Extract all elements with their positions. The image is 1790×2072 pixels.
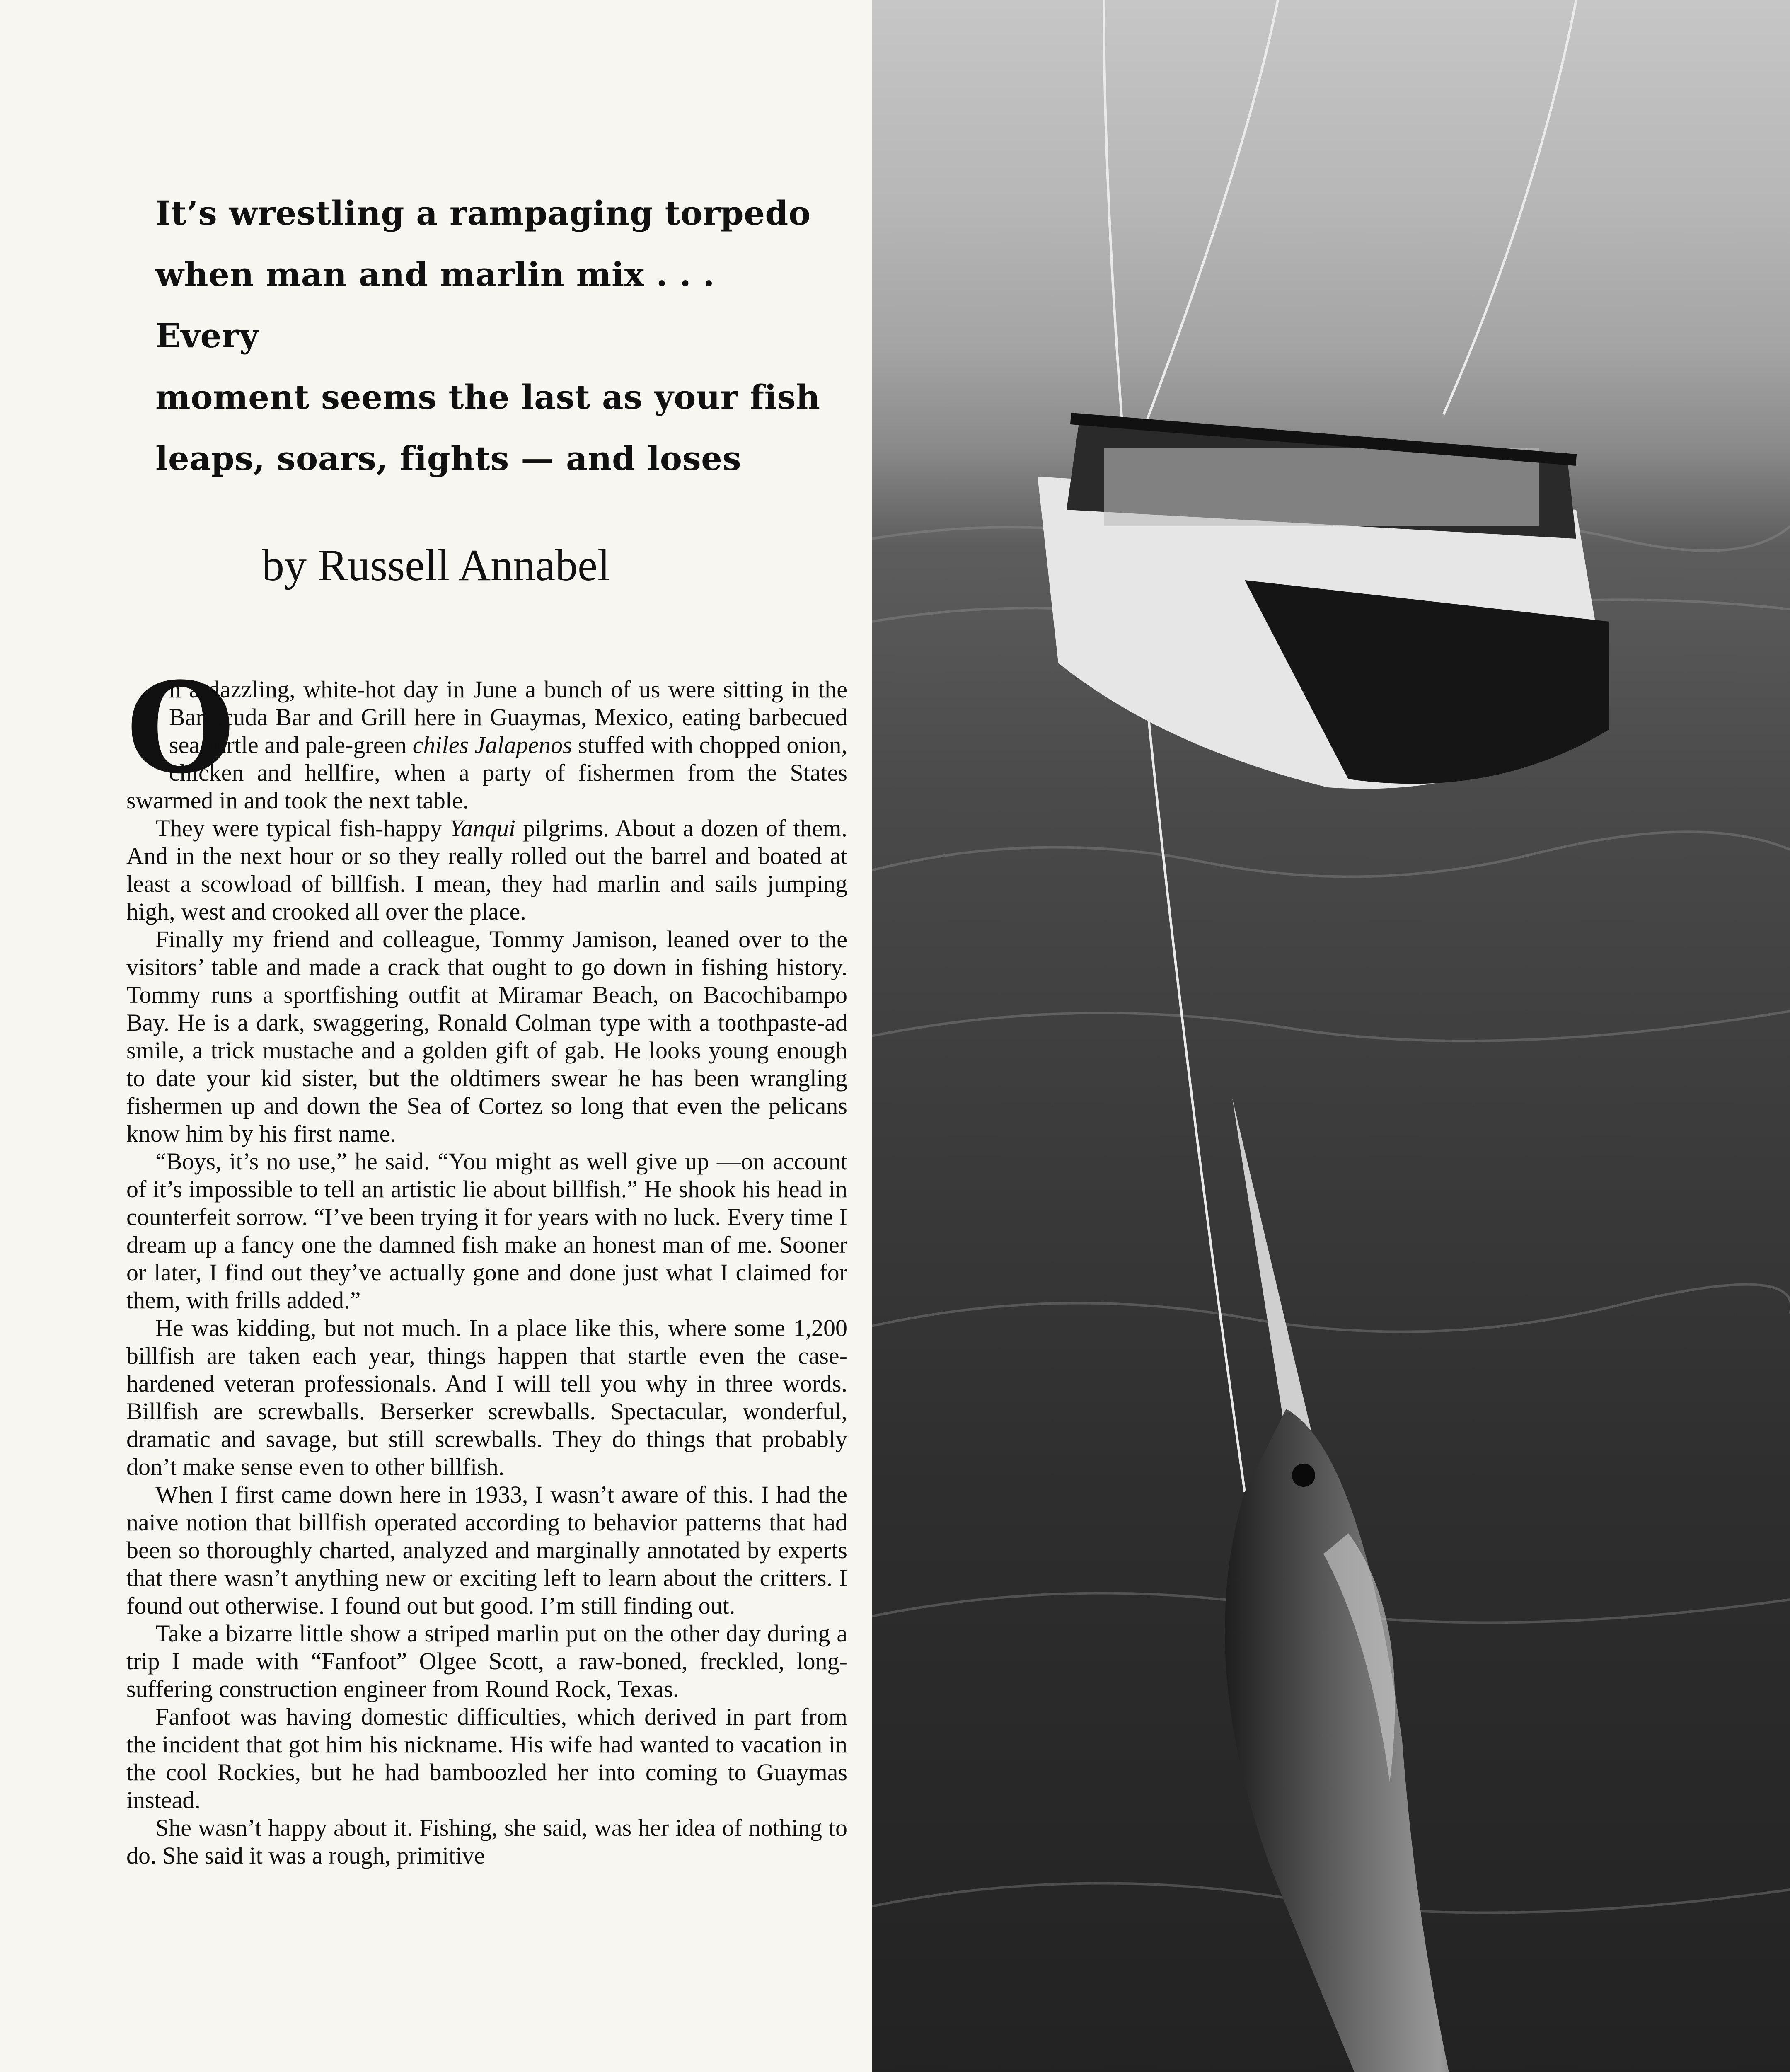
- article-paragraph: Fanfoot was having domestic difficulties, which derived in part from the incident that got him his nickname. His wife had wanted to vacation in the cool Rockies, but he had bamboozled her into coming to Guaymas instead.: [126, 1703, 847, 1813]
- article-text: pilgrims. About a dozen of them. And in the next hour or so they really rolled out the barrel and boated at least a scowload of billfish. I mean, they had marlin and sails jumping high, west and crooked all over the place.: [126, 815, 847, 925]
- article-paragraph: She wasn’t happy about it. Fishing, she said, was her idea of nothing to do. She said it was a rough, primitive: [126, 1814, 847, 1869]
- article-paragraph: When I first came down here in 1933, I wasn’t aware of this. I had the naive notion that billfish operated according to behavior patterns that had been so thoroughly charted, analyzed and marginally annotated by experts that there wasn’t anything new or exciting left to learn about the critters. I found out otherwise. I found out but good. I’m still finding out.: [126, 1481, 847, 1619]
- deck-line: leaps, soars, fights — and loses: [155, 439, 742, 478]
- article-paragraph: [126, 814, 847, 925]
- article-body: [126, 655, 847, 1869]
- article-paragraph: He was kidding, but not much. In a place like this, where some 1,200 billfish are taken each year, things happen that startle even the case-hardened veteran professionals. And I will tell you why in three words. Billfish are screwballs. Berserker screwballs. Spectacular, wonderful, dramatic and savage, but still screwballs. They do things that probably don’t make sense even to other billfish.: [126, 1314, 847, 1480]
- article-italic: Yanqui: [449, 815, 516, 842]
- article-paragraph: Finally my friend and colleague, Tommy Jamison, leaned over to the visitors’ table and made a crack that ought to go down in fishing history. Tommy runs a sportfishing outfit at Miramar Beach, on Bacochibampo Bay. He is a dark, swaggering, Ronald Colman type with a toothpaste-ad smile, a trick mustache and a golden gift of gab. He looks young enough to date your kid sister, but the oldtimers swear he has been wrangling fishermen up and down the Sea of Cortez so long that even the pelicans know him by his first name.: [126, 926, 847, 1147]
- article-italic: chiles Jalapenos: [412, 731, 572, 758]
- article-text: They were typical fish-happy: [155, 815, 450, 842]
- deck-headline: [155, 182, 827, 489]
- sailfish: [1225, 1098, 1531, 2072]
- text-column: [0, 0, 872, 2072]
- deck-line: when man and marlin mix . . . Every: [155, 255, 715, 355]
- photo-illustration: [872, 0, 1790, 2072]
- article-text: stuffed with chopped onion, chicken and hellfire, when a party of fishermen from the States swarmed in and took the next table.: [126, 731, 847, 814]
- boat: [1038, 419, 1609, 789]
- article-paragraph: [126, 655, 847, 814]
- drop-cap: O: [126, 655, 235, 801]
- deck-line: moment seems the last as your fish: [155, 378, 820, 416]
- byline: by Russell Annabel: [262, 541, 610, 590]
- deck-line: It’s wrestling a rampaging torpedo: [155, 194, 811, 232]
- article-paragraph: “Boys, it’s no use,” he said. “You might as well give up —on account of it’s impossible to tell an artistic lie about billfish.” He shook his head in counterfeit sorrow. “I’ve been trying it for years with no luck. Every time I dream up a fancy one the damned fish make an honest man of me. Sooner or later, I find out they’ve actually gone and done just what I claimed for them, with frills added.”: [126, 1148, 847, 1314]
- sailfish-photo: [872, 0, 1790, 2072]
- article-text: n a dazzling, white-hot day in June a bunch of us were sitting in the Barracuda Bar and Grill here in Guaymas, Mexico, eating barbecued sea-turtle and pale-green: [169, 676, 847, 758]
- article-paragraph: Take a bizarre little show a striped marlin put on the other day during a trip I made with “Fanfoot” Olgee Scott, a raw-boned, freckled, long-suffering construction engineer from Round Rock, Texas.: [126, 1620, 847, 1702]
